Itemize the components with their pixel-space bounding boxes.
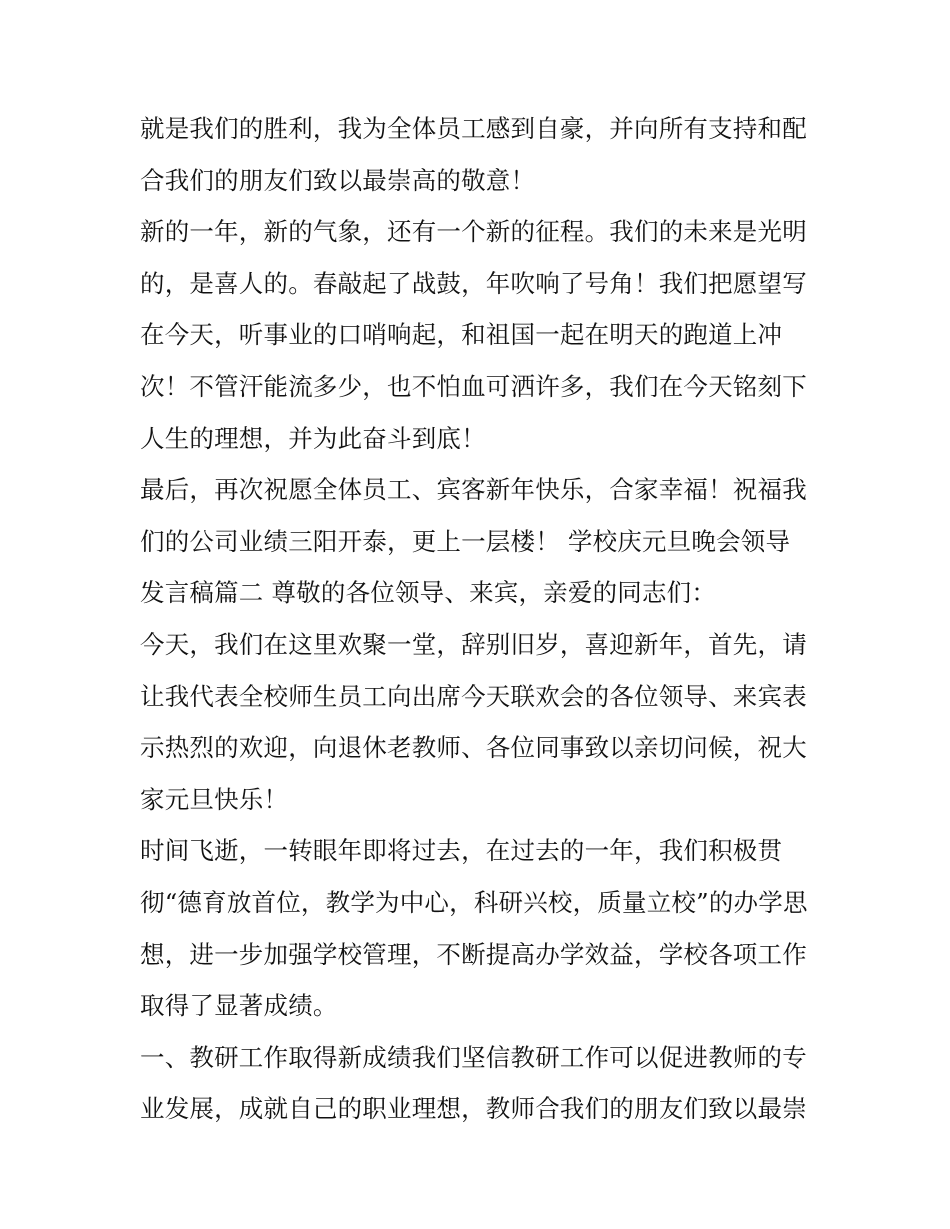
text-line: 业发展，成就自己的职业理想，教师合我们的朋友们致以最崇	[140, 1094, 807, 1124]
text-line: 新的一年，新的气象，还有一个新的征程。我们的未来是光明	[140, 217, 807, 247]
text-line: 今天，我们在这里欢聚一堂，辞别旧岁，喜迎新年，首先，请	[140, 629, 807, 659]
text-line: 想，进一步加强学校管理，不断提高办学效益，学校各项工作	[140, 939, 807, 969]
text-line: 们的公司业绩三阳开泰，更上一层楼！ 学校庆元旦晚会领导	[140, 526, 791, 556]
text-line: 就是我们的胜利，我为全体员工感到自豪，并向所有支持和配	[140, 114, 807, 143]
text-line: 发言稿篇二 尊敬的各位领导、来宾，亲爱的同志们：	[140, 578, 717, 608]
text-line: 彻“德育放首位，教学为中心，科研兴校，质量立校”的办学思	[140, 887, 808, 917]
text-line: 的，是喜人的。春敲起了战鼓，年吹响了号角！我们把愿望写	[140, 268, 807, 298]
text-line: 让我代表全校师生员工向出席今天联欢会的各位领导、来宾表	[140, 681, 807, 711]
text-line: 次！不管汗能流多少，也不怕血可洒许多，我们在今天铭刻下	[140, 371, 807, 401]
text-line: 时间飞逝，一转眼年即将过去，在过去的一年，我们积极贯	[140, 836, 783, 866]
text-line: 合我们的朋友们致以最崇高的敬意！	[140, 165, 536, 195]
text-line: 在今天，听事业的口哨响起，和祖国一起在明天的跑道上冲	[140, 320, 783, 350]
body-text	[140, 107, 820, 1139]
text-line: 示热烈的欢迎，向退休老教师、各位同事致以亲切问候，祝大	[140, 733, 807, 763]
text-line: 最后，再次祝愿全体员工、宾客新年快乐，合家幸福！祝福我	[140, 475, 807, 505]
text-line: 一、教研工作取得新成绩我们坚信教研工作可以促进教师的专	[140, 1042, 807, 1072]
text-line: 家元旦快乐！	[140, 784, 289, 814]
text-line: 取得了显著成绩。	[140, 991, 338, 1021]
text-line: 人生的理想，并为此奋斗到底！	[140, 423, 486, 453]
